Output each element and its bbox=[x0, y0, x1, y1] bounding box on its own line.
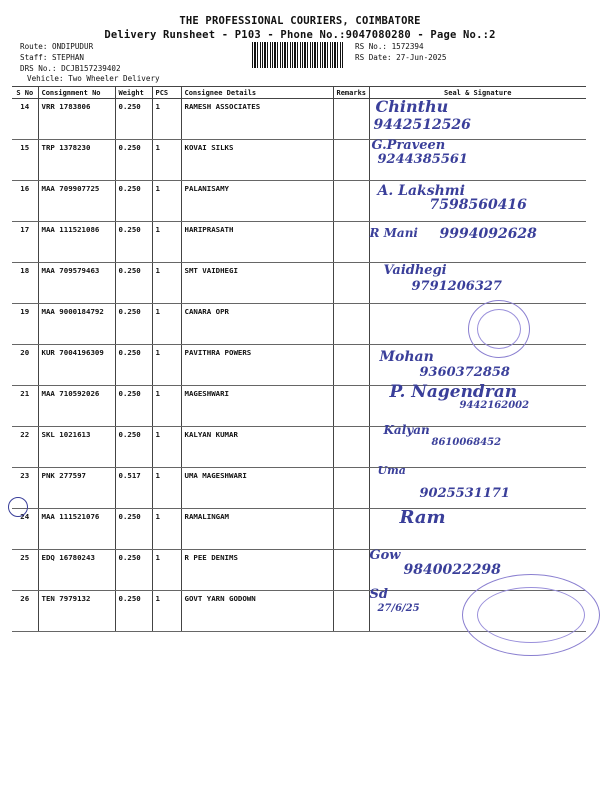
cell-remarks bbox=[333, 99, 369, 140]
cell-remarks bbox=[333, 468, 369, 509]
cell-weight: 0.250 bbox=[115, 427, 152, 468]
cell-sno: 24 bbox=[12, 509, 38, 550]
cell-weight: 0.250 bbox=[115, 99, 152, 140]
handwritten-phone: 9244385561 bbox=[377, 152, 468, 167]
cell-consignment-no: MAA 710592026 bbox=[38, 386, 115, 427]
cell-signature bbox=[369, 263, 586, 304]
drs-number: DRS No.: DCJB157239402 bbox=[20, 64, 121, 73]
cell-consignment-no: KUR 7004196309 bbox=[38, 345, 115, 386]
handwritten-phone: 9442162002 bbox=[459, 400, 530, 411]
col-header-sno: S No bbox=[12, 87, 38, 99]
cell-sno: 17 bbox=[12, 222, 38, 263]
cell-consignment-no: SKL 1021613 bbox=[38, 427, 115, 468]
cell-remarks bbox=[333, 222, 369, 263]
cell-pcs: 1 bbox=[152, 304, 181, 345]
handwritten-signature: Ram bbox=[399, 507, 446, 528]
cell-consignee: RAMESH ASSOCIATES bbox=[181, 99, 333, 140]
cell-consignee: PAVITHRA POWERS bbox=[181, 345, 333, 386]
cell-remarks bbox=[333, 304, 369, 345]
cell-signature bbox=[369, 509, 586, 550]
table-header-row bbox=[12, 87, 586, 99]
cell-sno: 23 bbox=[12, 468, 38, 509]
cell-pcs: 1 bbox=[152, 99, 181, 140]
handwritten-signature: G.Praveen bbox=[371, 138, 446, 153]
rs-date: RS Date: 27-Jun-2025 bbox=[355, 53, 447, 62]
cell-remarks bbox=[333, 427, 369, 468]
runsheet-table bbox=[12, 86, 586, 632]
handwritten-phone: 9360372858 bbox=[419, 365, 510, 380]
cell-consignee: R PEE DENIMS bbox=[181, 550, 333, 591]
handwritten-phone: 9791206327 bbox=[411, 279, 502, 294]
handwritten-phone: 7598560416 bbox=[429, 197, 527, 213]
cell-pcs: 1 bbox=[152, 386, 181, 427]
cell-remarks bbox=[333, 345, 369, 386]
row-24-circle-mark bbox=[8, 497, 28, 517]
cell-weight: 0.250 bbox=[115, 509, 152, 550]
handwritten-phone: 9025531171 bbox=[419, 486, 510, 501]
cell-consignment-no: TRP 1378230 bbox=[38, 140, 115, 181]
handwritten-signature: P. Nagendran bbox=[389, 382, 518, 402]
cell-consignment-no: PNK 277597 bbox=[38, 468, 115, 509]
vehicle-label: Vehicle: Two Wheeler Delivery bbox=[27, 74, 160, 83]
handwritten-phone: 9994092628 bbox=[439, 226, 537, 242]
cell-consignee: UMA MAGESHWARI bbox=[181, 468, 333, 509]
cell-consignment-no: VRR 1783806 bbox=[38, 99, 115, 140]
cell-pcs: 1 bbox=[152, 550, 181, 591]
cell-sno: 16 bbox=[12, 181, 38, 222]
cell-weight: 0.250 bbox=[115, 304, 152, 345]
cell-consignee: KOVAI SILKS bbox=[181, 140, 333, 181]
handwritten-phone: 9840022298 bbox=[403, 562, 501, 578]
cell-pcs: 1 bbox=[152, 509, 181, 550]
table-row bbox=[12, 468, 586, 509]
cell-sno: 26 bbox=[12, 591, 38, 632]
cell-consignee: CANARA OPR bbox=[181, 304, 333, 345]
handwritten-signature: Sd bbox=[369, 587, 388, 602]
table-row bbox=[12, 386, 586, 427]
cell-pcs: 1 bbox=[152, 140, 181, 181]
cell-consignment-no: MAA 709579463 bbox=[38, 263, 115, 304]
cell-weight: 0.250 bbox=[115, 181, 152, 222]
cell-consignment-no: MAA 709907725 bbox=[38, 181, 115, 222]
cell-remarks bbox=[333, 591, 369, 632]
handwritten-signature: Vaidhegi bbox=[383, 263, 447, 278]
col-header-signature: Seal & Signature bbox=[369, 87, 586, 99]
runsheet-subtitle: Delivery Runsheet - P103 - Phone No.:9047080280 - Page No.:2 bbox=[104, 29, 496, 41]
cell-consignee: MAGESHWARI bbox=[181, 386, 333, 427]
cell-consignment-no: EDQ 16780243 bbox=[38, 550, 115, 591]
cell-consignment-no: MAA 111521076 bbox=[38, 509, 115, 550]
cell-remarks bbox=[333, 550, 369, 591]
cell-weight: 0.250 bbox=[115, 345, 152, 386]
cell-pcs: 1 bbox=[152, 263, 181, 304]
cell-signature bbox=[369, 423, 586, 468]
cell-pcs: 1 bbox=[152, 222, 181, 263]
cell-consignment-no: MAA 9000184792 bbox=[38, 304, 115, 345]
cell-weight: 0.250 bbox=[115, 140, 152, 181]
seal-stamp-canara bbox=[468, 300, 530, 358]
handwritten-phone: 27/6/25 bbox=[377, 603, 420, 614]
cell-signature bbox=[369, 181, 586, 222]
col-header-consignment: Consignment No bbox=[38, 87, 115, 99]
table-row bbox=[12, 509, 586, 550]
seal-stamp-canara-inner-ring bbox=[477, 309, 521, 349]
cell-sno: 19 bbox=[12, 304, 38, 345]
cell-sno: 15 bbox=[12, 140, 38, 181]
handwritten-phone: 9442512526 bbox=[373, 117, 471, 133]
table-row bbox=[12, 222, 586, 263]
cell-pcs: 1 bbox=[152, 427, 181, 468]
staff-label: Staff: STEPHAN bbox=[20, 53, 85, 62]
cell-signature bbox=[369, 222, 586, 263]
cell-pcs: 1 bbox=[152, 591, 181, 632]
col-header-consignee: Consignee Details bbox=[181, 87, 333, 99]
cell-weight: 0.250 bbox=[115, 591, 152, 632]
table-row bbox=[12, 140, 586, 181]
cell-remarks bbox=[333, 386, 369, 427]
cell-signature bbox=[369, 464, 586, 509]
cell-remarks bbox=[333, 181, 369, 222]
table-row bbox=[12, 427, 586, 468]
cell-sno: 21 bbox=[12, 386, 38, 427]
seal-stamp-yarn-godown bbox=[462, 574, 600, 656]
handwritten-signature: A. Lakshmi bbox=[377, 183, 465, 199]
cell-sno: 25 bbox=[12, 550, 38, 591]
handwritten-signature: Gow bbox=[369, 548, 401, 563]
cell-pcs: 1 bbox=[152, 468, 181, 509]
cell-pcs: 1 bbox=[152, 345, 181, 386]
cell-consignee: KALYAN KUMAR bbox=[181, 427, 333, 468]
cell-consignee: PALANISAMY bbox=[181, 181, 333, 222]
seal-stamp-yarn-godown-inner-ring bbox=[477, 587, 585, 643]
cell-weight: 0.250 bbox=[115, 222, 152, 263]
cell-sno: 20 bbox=[12, 345, 38, 386]
cell-sno: 18 bbox=[12, 263, 38, 304]
handwritten-signature: Chinthu bbox=[375, 97, 449, 116]
cell-weight: 0.250 bbox=[115, 263, 152, 304]
document-title: THE PROFESSIONAL COURIERS, COIMBATORE bbox=[179, 15, 421, 27]
cell-remarks bbox=[333, 263, 369, 304]
col-header-weight: Weight bbox=[115, 87, 152, 99]
handwritten-signature: Uma bbox=[377, 464, 406, 477]
table-row bbox=[12, 181, 586, 222]
rs-number: RS No.: 1572394 bbox=[355, 42, 424, 51]
cell-signature bbox=[369, 382, 586, 427]
table-row bbox=[12, 263, 586, 304]
cell-pcs: 1 bbox=[152, 181, 181, 222]
cell-signature bbox=[369, 140, 586, 181]
col-header-remarks: Remarks bbox=[333, 87, 369, 99]
cell-consignment-no: MAA 111521086 bbox=[38, 222, 115, 263]
table-row bbox=[12, 99, 586, 140]
route-label: Route: ONDIPUDUR bbox=[20, 42, 94, 51]
cell-consignee: SMT VAIDHEGI bbox=[181, 263, 333, 304]
cell-remarks bbox=[333, 140, 369, 181]
cell-consignee: GOVT YARN GODOWN bbox=[181, 591, 333, 632]
barcode-image bbox=[252, 42, 344, 68]
handwritten-signature: Kalyan bbox=[383, 423, 430, 437]
handwritten-signature: R Mani bbox=[369, 226, 418, 240]
cell-weight: 0.517 bbox=[115, 468, 152, 509]
cell-consignee: RAMALINGAM bbox=[181, 509, 333, 550]
handwritten-phone: 8610068452 bbox=[431, 437, 502, 448]
cell-consignee: HARIPRASATH bbox=[181, 222, 333, 263]
cell-sno: 14 bbox=[12, 99, 38, 140]
cell-weight: 0.250 bbox=[115, 550, 152, 591]
col-header-pcs: PCS bbox=[152, 87, 181, 99]
handwritten-signature: Mohan bbox=[379, 349, 434, 365]
cell-sno: 22 bbox=[12, 427, 38, 468]
cell-remarks bbox=[333, 509, 369, 550]
cell-consignment-no: TEN 7979132 bbox=[38, 591, 115, 632]
cell-weight: 0.250 bbox=[115, 386, 152, 427]
cell-signature bbox=[369, 99, 586, 140]
